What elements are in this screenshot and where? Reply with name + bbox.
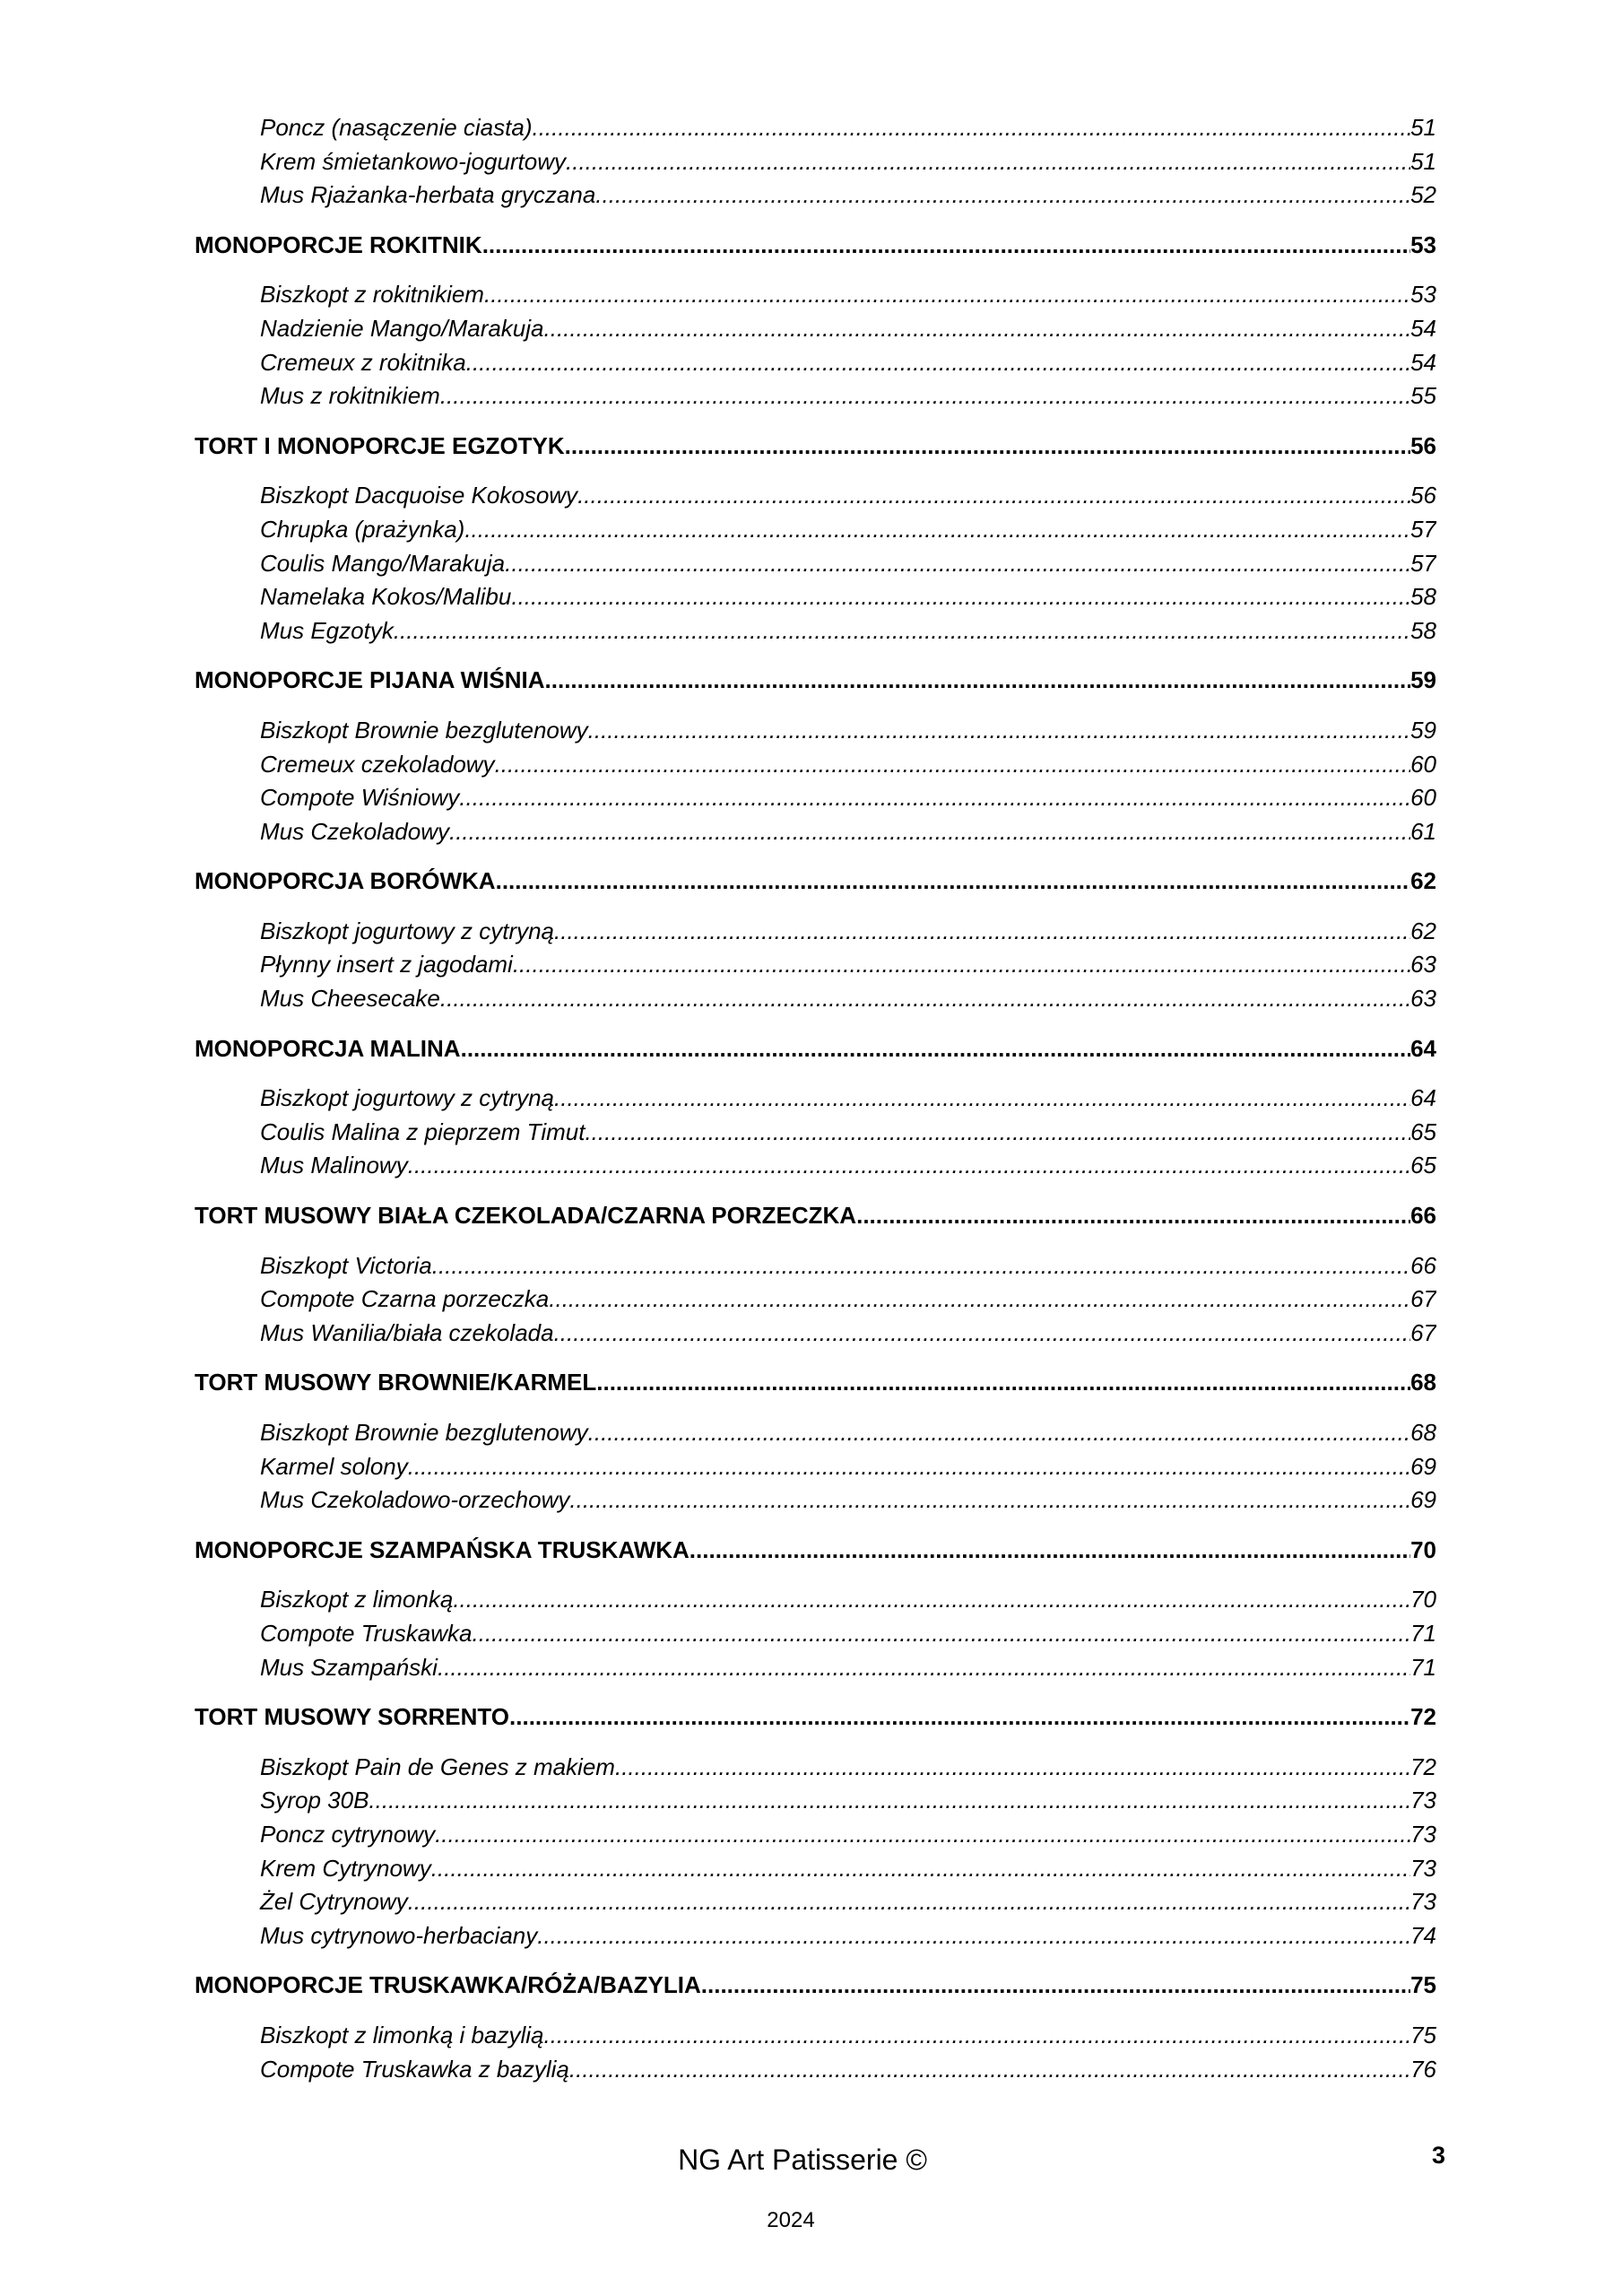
dot-leader <box>595 178 1410 213</box>
toc-entry-title: Compote Wiśniowy <box>260 784 460 812</box>
dot-leader <box>513 948 1410 982</box>
dot-leader <box>577 479 1410 513</box>
toc-entry-title: Mus z rokitnikiem <box>260 382 440 410</box>
dot-leader <box>545 664 1411 698</box>
dot-leader <box>690 1534 1410 1568</box>
toc-entry-title: MONOPORCJE ROKITNIK <box>195 230 482 258</box>
toc-entry-title: Coulis Mango/Marakuja <box>260 549 506 577</box>
toc-entry-title: Karmel solony <box>260 1452 408 1480</box>
toc-entry-page: 55 <box>1410 382 1436 410</box>
toc-subentry[interactable] <box>195 178 1436 213</box>
toc-entry-title: Mus Szampański <box>260 1653 438 1681</box>
toc-entry-page: 66 <box>1410 1202 1436 1230</box>
dot-leader <box>461 1032 1410 1066</box>
toc-entry-title: MONOPORCJA BORÓWKA <box>195 867 496 895</box>
toc-entry-page: 65 <box>1410 1118 1436 1145</box>
toc-entry-title: Chrupka (prażynka) <box>260 515 465 543</box>
toc-entry-title: Coulis Malina z pieprzem Timut <box>260 1118 585 1145</box>
toc-entry-page: 73 <box>1410 1820 1436 1848</box>
toc-subentry[interactable] <box>195 748 1436 782</box>
toc-entry-page: 54 <box>1410 348 1436 376</box>
toc-entry-title: Poncz (nasączenie ciasta) <box>260 114 533 141</box>
dot-leader <box>482 229 1410 263</box>
dot-leader <box>432 1249 1410 1283</box>
dot-leader <box>495 748 1411 782</box>
toc-subentry[interactable] <box>195 580 1436 614</box>
dot-leader <box>438 1651 1410 1685</box>
toc-entry-page: 64 <box>1410 1034 1436 1062</box>
toc-subentry[interactable] <box>195 1852 1436 1886</box>
toc-subentry[interactable] <box>195 948 1436 982</box>
dot-leader <box>509 1700 1410 1735</box>
toc-section-entry[interactable] <box>195 1534 1436 1568</box>
dot-leader <box>453 1583 1410 1617</box>
toc-entry-title: Biszkopt Victoria <box>260 1251 432 1279</box>
dot-leader <box>585 1116 1410 1150</box>
toc-subentry[interactable] <box>195 714 1436 748</box>
toc-subentry[interactable] <box>195 1283 1436 1317</box>
toc-entry-title: Syrop 30B <box>260 1787 369 1814</box>
footer-year: 2024 <box>767 2208 815 2232</box>
toc-entry-page: 71 <box>1410 1619 1436 1647</box>
toc-entry-page: 76 <box>1410 2055 1436 2083</box>
toc-entry-title: Cremeux z rokitnika <box>260 348 466 376</box>
dot-leader <box>554 1317 1411 1351</box>
dot-leader <box>408 1450 1410 1484</box>
toc-entry-title: Biszkopt z limonką <box>260 1586 454 1613</box>
dot-leader <box>484 278 1410 312</box>
toc-section-entry[interactable] <box>195 1032 1436 1066</box>
dot-leader <box>549 1283 1410 1317</box>
toc-entry-page: 52 <box>1410 181 1436 209</box>
toc-entry-title: MONOPORCJE TRUSKAWKA/RÓŻA/BAZYLIA <box>195 1971 701 1999</box>
toc-entry-page: 54 <box>1410 314 1436 342</box>
toc-entry-page: 73 <box>1410 1854 1436 1882</box>
footer-title: NG Art Patisserie © <box>678 2144 927 2176</box>
toc-section-entry[interactable] <box>195 865 1436 899</box>
toc-subentry[interactable] <box>195 278 1436 312</box>
toc-entry-title: TORT MUSOWY BIAŁA CZEKOLADA/CZARNA PORZECZKA <box>195 1202 857 1230</box>
toc-entry-title: Cremeux czekoladowy <box>260 750 495 778</box>
toc-entry-page: 70 <box>1410 1535 1436 1563</box>
dot-leader <box>554 1082 1410 1116</box>
toc-subentry[interactable] <box>195 1583 1436 1617</box>
toc-subentry[interactable] <box>195 2019 1436 2053</box>
dot-leader <box>408 1149 1410 1183</box>
toc-subentry[interactable] <box>195 1784 1436 1818</box>
toc-entry-page: 65 <box>1410 1152 1436 1179</box>
toc-entry-page: 75 <box>1410 2021 1436 2048</box>
toc-entry-page: 70 <box>1410 1586 1436 1613</box>
page-number: 3 <box>1431 2142 1445 2169</box>
dot-leader <box>449 815 1410 849</box>
dot-leader <box>459 781 1410 815</box>
toc-subentry[interactable] <box>195 547 1436 581</box>
toc-subentry[interactable] <box>195 1751 1436 1785</box>
dot-leader <box>856 1199 1410 1233</box>
toc-entry-page: 75 <box>1410 1971 1436 1999</box>
dot-leader <box>588 1416 1410 1450</box>
toc-entry-page: 57 <box>1410 515 1436 543</box>
table-of-contents <box>195 111 1436 2086</box>
toc-entry-page: 57 <box>1410 549 1436 577</box>
dot-leader <box>701 1969 1410 2003</box>
toc-subentry[interactable] <box>195 815 1436 849</box>
toc-subentry[interactable] <box>195 1651 1436 1685</box>
toc-subentry[interactable] <box>195 1082 1436 1116</box>
toc-section-entry[interactable] <box>195 229 1436 263</box>
toc-subentry[interactable] <box>195 915 1436 949</box>
dot-leader <box>511 580 1410 614</box>
dot-leader <box>537 1919 1410 1953</box>
toc-section-entry[interactable] <box>195 1969 1436 2003</box>
toc-entry-title: Mus Malinowy <box>260 1152 408 1179</box>
toc-entry-page: 64 <box>1410 1084 1436 1112</box>
toc-entry-page: 60 <box>1410 750 1436 778</box>
toc-subentry[interactable] <box>195 1249 1436 1283</box>
toc-entry-title: Poncz cytrynowy <box>260 1820 436 1848</box>
dot-leader <box>588 714 1410 748</box>
toc-entry-page: 63 <box>1410 951 1436 978</box>
toc-section-entry[interactable] <box>195 1199 1436 1233</box>
toc-section-entry[interactable] <box>195 664 1436 698</box>
toc-entry-page: 67 <box>1410 1285 1436 1313</box>
toc-entry-page: 66 <box>1410 1251 1436 1279</box>
dot-leader <box>408 1885 1410 1919</box>
dot-leader <box>569 2053 1410 2087</box>
toc-subentry[interactable] <box>195 379 1436 413</box>
toc-entry-title: Biszkopt z limonką i bazylią <box>260 2021 544 2048</box>
toc-entry-page: 69 <box>1410 1486 1436 1514</box>
toc-entry-title: Mus Czekoladowy <box>260 817 449 845</box>
dot-leader <box>473 1617 1411 1651</box>
toc-entry-page: 62 <box>1410 917 1436 944</box>
dot-leader <box>544 312 1411 346</box>
toc-entry-page: 67 <box>1410 1318 1436 1346</box>
toc-entry-page: 53 <box>1410 281 1436 309</box>
toc-entry-page: 73 <box>1410 1787 1436 1814</box>
toc-subentry[interactable] <box>195 1450 1436 1484</box>
toc-entry-title: Krem śmietankowo-jogurtowy <box>260 147 567 175</box>
toc-subentry[interactable] <box>195 346 1436 380</box>
toc-entry-title: Biszkopt jogurtowy z cytryną <box>260 917 555 944</box>
toc-entry-page: 51 <box>1410 147 1436 175</box>
toc-entry-title: Płynny insert z jagodami <box>260 951 513 978</box>
toc-entry-page: 58 <box>1410 583 1436 611</box>
dot-leader <box>532 111 1410 145</box>
dot-leader <box>566 145 1410 179</box>
toc-entry-title: Krem Cytrynowy <box>260 1854 431 1882</box>
dot-leader <box>543 2019 1410 2053</box>
dot-leader <box>554 915 1410 949</box>
toc-entry-title: Biszkopt Brownie bezglutenowy <box>260 1419 588 1446</box>
toc-subentry[interactable] <box>195 1818 1436 1852</box>
toc-entry-title: Mus Cheesecake <box>260 985 440 1013</box>
toc-entry-title: Namelaka Kokos/Malibu <box>260 583 512 611</box>
toc-section-entry[interactable] <box>195 1700 1436 1735</box>
dot-leader <box>440 379 1410 413</box>
toc-entry-page: 56 <box>1410 431 1436 459</box>
toc-subentry[interactable] <box>195 1416 1436 1450</box>
toc-entry-page: 74 <box>1410 1921 1436 1949</box>
toc-subentry[interactable] <box>195 1919 1436 1953</box>
dot-leader <box>596 1366 1410 1400</box>
toc-entry-title: Nadzienie Mango/Marakuja <box>260 314 544 342</box>
dot-leader <box>464 513 1410 547</box>
toc-entry-page: 69 <box>1410 1452 1436 1480</box>
toc-entry-title: Mus cytrynowo-herbaciany <box>260 1921 538 1949</box>
toc-entry-title: Compote Truskawka <box>260 1619 473 1647</box>
toc-entry-title: Biszkopt Brownie bezglutenowy <box>260 716 588 744</box>
toc-subentry[interactable] <box>195 479 1436 513</box>
toc-entry-page: 72 <box>1410 1703 1436 1731</box>
toc-entry-title: Compote Czarna porzeczka <box>260 1285 550 1313</box>
toc-subentry[interactable] <box>195 2053 1436 2087</box>
dot-leader <box>394 614 1410 648</box>
toc-entry-title: Biszkopt Pain de Genes z makiem <box>260 1752 615 1780</box>
toc-entry-title: MONOPORCJE PIJANA WIŚNIA <box>195 666 545 694</box>
toc-entry-title: Compote Truskawka z bazylią <box>260 2055 569 2083</box>
toc-section-entry[interactable] <box>195 1366 1436 1400</box>
toc-entry-title: Żel Cytrynowy <box>260 1888 408 1916</box>
toc-subentry[interactable] <box>195 312 1436 346</box>
toc-entry-page: 61 <box>1410 817 1436 845</box>
toc-entry-title: Biszkopt Dacquoise Kokosowy <box>260 482 578 509</box>
toc-subentry[interactable] <box>195 1885 1436 1919</box>
dot-leader <box>440 982 1410 1016</box>
toc-subentry[interactable] <box>195 513 1436 547</box>
toc-subentry[interactable] <box>195 111 1436 145</box>
dot-leader <box>569 1483 1410 1518</box>
toc-section-entry[interactable] <box>195 430 1436 464</box>
toc-entry-page: 62 <box>1410 867 1436 895</box>
toc-subentry[interactable] <box>195 1116 1436 1150</box>
toc-entry-page: 51 <box>1410 114 1436 141</box>
toc-entry-title: TORT MUSOWY BROWNIE/KARMEL <box>195 1369 597 1396</box>
toc-entry-page: 60 <box>1410 784 1436 812</box>
toc-entry-page: 56 <box>1410 482 1436 509</box>
toc-entry-page: 68 <box>1410 1369 1436 1396</box>
toc-entry-page: 73 <box>1410 1888 1436 1916</box>
toc-entry-title: Mus Rjażanka-herbata gryczana <box>260 181 596 209</box>
toc-subentry[interactable] <box>195 982 1436 1016</box>
toc-entry-title: Biszkopt z rokitnikiem <box>260 281 484 309</box>
toc-entry-title: MONOPORCJE SZAMPAŃSKA TRUSKAWKA <box>195 1535 690 1563</box>
toc-subentry[interactable] <box>195 145 1436 179</box>
dot-leader <box>615 1751 1410 1785</box>
toc-entry-page: 72 <box>1410 1752 1436 1780</box>
dot-leader <box>431 1852 1410 1886</box>
toc-subentry[interactable] <box>195 614 1436 648</box>
toc-subentry[interactable] <box>195 1617 1436 1651</box>
toc-subentry[interactable] <box>195 1317 1436 1351</box>
toc-entry-page: 53 <box>1410 230 1436 258</box>
toc-entry-page: 68 <box>1410 1419 1436 1446</box>
toc-entry-title: MONOPORCJA MALINA <box>195 1034 461 1062</box>
toc-entry-title: Mus Egzotyk <box>260 616 394 644</box>
toc-entry-title: TORT I MONOPORCJE EGZOTYK <box>195 431 565 459</box>
toc-subentry[interactable] <box>195 781 1436 815</box>
dot-leader <box>466 346 1410 380</box>
toc-entry-title: Biszkopt jogurtowy z cytryną <box>260 1084 555 1112</box>
dot-leader <box>496 865 1410 899</box>
toc-subentry[interactable] <box>195 1149 1436 1183</box>
toc-entry-title: Mus Czekoladowo-orzechowy <box>260 1486 570 1514</box>
toc-entry-page: 63 <box>1410 985 1436 1013</box>
toc-entry-page: 71 <box>1410 1653 1436 1681</box>
toc-entry-page: 58 <box>1410 616 1436 644</box>
toc-subentry[interactable] <box>195 1483 1436 1518</box>
dot-leader <box>565 430 1410 464</box>
toc-entry-title: TORT MUSOWY SORRENTO <box>195 1703 510 1731</box>
toc-entry-page: 59 <box>1410 716 1436 744</box>
dot-leader <box>435 1818 1410 1852</box>
toc-entry-title: Mus Wanilia/biała czekolada <box>260 1318 554 1346</box>
dot-leader <box>505 547 1410 581</box>
dot-leader <box>369 1784 1410 1818</box>
toc-entry-page: 59 <box>1410 666 1436 694</box>
